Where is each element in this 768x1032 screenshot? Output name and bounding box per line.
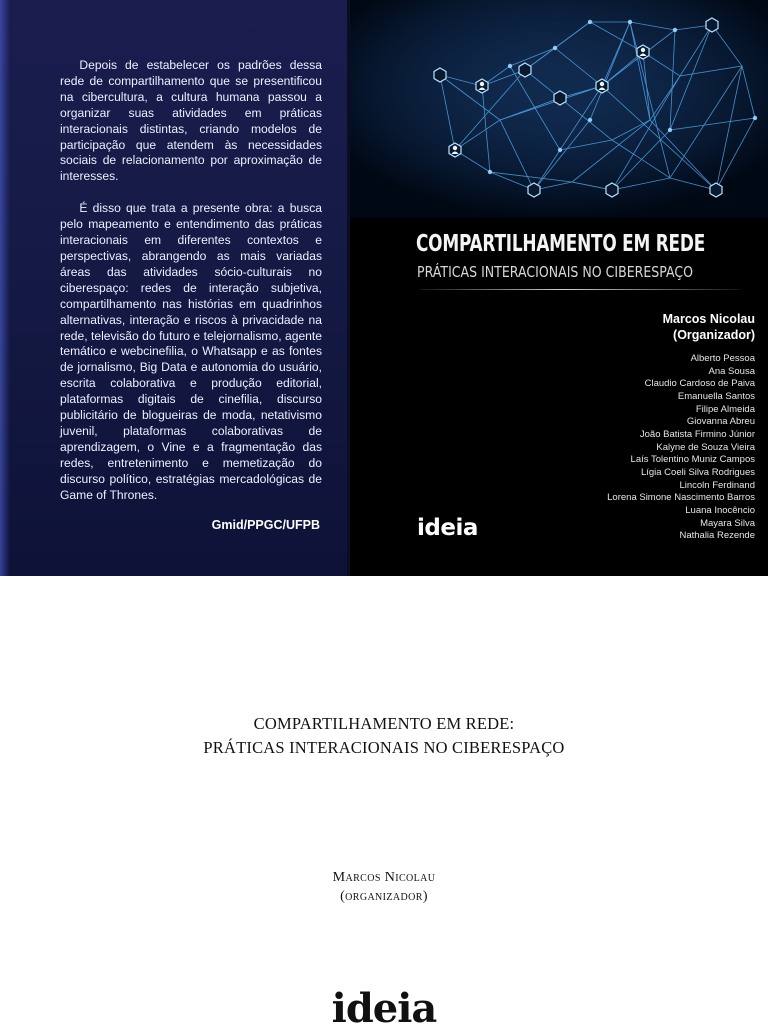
back-cover bbox=[0, 0, 347, 576]
author-item: Laís Tolentino Muniz Campos bbox=[630, 454, 755, 466]
author-item: João Batista Firmino Júnior bbox=[639, 428, 755, 440]
cover-title: COMPARTILHAMENTO EM REDE bbox=[416, 231, 706, 257]
author-item: Filipe Almeida bbox=[695, 403, 755, 415]
blurb-paragraph-1: Depois de estabelecer os padrões dessa rede de compartilhamento que se presentificou na cibercultura, a cultura humana passou a organizar suas atividades em práticas interacionais distintas, criando modelos de participação que atendem às necessidades sociais de relacionamento por aproximação de interesses. bbox=[60, 58, 322, 184]
network-illustration bbox=[350, 0, 768, 218]
author-item: Lígia Coeli Silva Rodrigues bbox=[640, 466, 755, 478]
author-item: Mayara Silva bbox=[700, 517, 755, 529]
blurb-paragraph-2: É disso que trata a presente obra: a busca pelo mapeamento e entendimento das práticas interacionais em diferentes contextos e perspectivas, abrangendo as mais variadas áreas das atividades sócio-culturais no ciberespaço: redes de interação subjetiva, compartilhamento nas histórias em quadrinhos alternativas, interação e riscos à privacidade na rede, televisão do futuro e telejornalismo, agente temático e webcinefilia, o Whatsapp e as fontes de jornalismo, Big Data e autonomia do usuário, escrita colaborativa e produção editorial, plataformas digitais de cinefilia, discurso publicitário de blogueiras de moda, netativismo juvenil, plataformas colaborativas de aprendizagem, o Vine e a fragmentação das redes, entretenimento e memetização do discurso político, estratégias mercadológicas de Game of Thrones. bbox=[60, 201, 322, 502]
cover-organizer-name: Marcos Nicolau bbox=[662, 312, 755, 326]
author-item: Ana Sousa bbox=[708, 365, 755, 377]
back-cover-blurb bbox=[60, 58, 322, 503]
cover-subtitle: PRÁTICAS INTERACIONAIS NO CIBERESPAÇO bbox=[417, 263, 694, 281]
imprint-label: Gmid/PPGC/UFPB bbox=[211, 518, 320, 532]
title-page-author: Marcos Nicolau bbox=[332, 870, 436, 885]
title-page-title: COMPARTILHAMENTO EM REDE: bbox=[253, 714, 515, 733]
author-list bbox=[495, 353, 755, 543]
front-cover bbox=[350, 0, 768, 576]
title-page-role: (organizador) bbox=[340, 889, 428, 904]
title-page-publisher-logo: ideia bbox=[331, 985, 437, 1032]
author-item: Lorena Simone Nascimento Barros bbox=[607, 492, 755, 504]
author-item: Claudio Cardoso de Paiva bbox=[644, 378, 755, 390]
title-page-subtitle: PRÁTICAS INTERACIONAIS NO CIBERESPAÇO bbox=[203, 738, 565, 757]
title-divider bbox=[420, 289, 740, 290]
publisher-logo: ideia bbox=[417, 515, 478, 541]
author-item: Emanuella Santos bbox=[677, 390, 755, 402]
author-item: Luana Inocêncio bbox=[685, 504, 755, 516]
author-item: Lincoln Ferdinand bbox=[679, 479, 755, 491]
cover-organizer-role: (Organizador) bbox=[673, 328, 755, 342]
author-item: Alberto Pessoa bbox=[690, 353, 755, 364]
author-item: Nathalia Rezende bbox=[679, 530, 755, 542]
author-item: Giovanna Abreu bbox=[686, 416, 755, 428]
author-item: Kalyne de Souza Vieira bbox=[656, 441, 755, 453]
